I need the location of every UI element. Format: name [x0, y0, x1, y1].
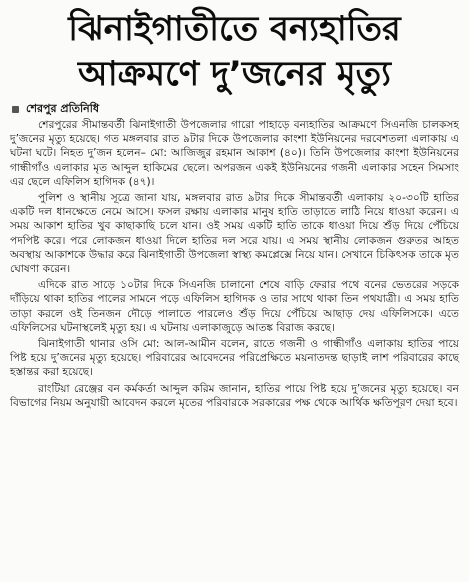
paragraph-1: শেরপুরের সীমান্তবর্তী ঝিনাইগাতী উপজেলার গারো পাহাড়ে বন্যহাতির আক্রমণে সিএনজি চালকসহ দু’জনের মৃত্যু হয়েছে। গত মঙ্গলবার রাত ৯টার দিকে উপজেলার কাংশা ইউনিয়নের দরবেশতলা এলাকায় এ ঘটনা ঘটে। নিহত দু’জন হলেন– মো: আজিজুর রহমান আকাশ (৪০)। তিনি উপজেলার কাংশা ইউনিয়নের গান্ধীগাঁও এলাকার মৃত আব্দুল হাকিমের ছেলে। অপরজন একই ইউনিয়নের গজনী এলাকার সহেন সিমসাং এর ছেলে এফিলিস হাগিদক (৪৭)।: [10, 119, 459, 188]
headline-line-1: ঝিনাইগাতীতে বন্যহাতির: [68, 9, 401, 49]
byline-text: শেরপুর প্রতিনিধি: [26, 101, 100, 115]
headline-line-2: আক্রমণে দু’জনের মৃত্যু: [78, 54, 391, 94]
article-body: [10, 118, 459, 410]
headline: [10, 6, 459, 96]
byline: [10, 102, 459, 116]
paragraph-4: ঝিনাইগাতী থানার ওসি মো: আল-আমীন বলেন, রাতে গজনী ও গান্ধীগাঁও এলাকায় হাতির পায়ে পিষ্ট হয়ে দু’জনের মৃত্যু হয়েছে। পরিবারের আবেদনের পরিপ্রেক্ষিতে ময়নাতদন্ত ছাড়াই লাশ পরিবারের কাছে হস্তান্তর করা হয়েছে।: [10, 338, 459, 379]
paragraph-3: এদিকে রাত সাড়ে ১০টার দিকে সিএনজি চালানো শেষে বাড়ি ফেরার পথে বনের ভেতরের সড়কে দাঁড়িয়ে থাকা হাতির পালের সামনে পড়ে এফিলিস হাগিদক ও তার সাথে থাকা তিন পথযাত্রী। এ সময় হাতি তাড়া করলে ওই তিনজন দৌড়ে পালাতে পারলেও শুঁড় দিয়ে পেঁচিয়ে আছাড় দেয় এফিলিসকে। এতে এফিলিসের ঘটনাস্থলেই মৃত্যু হয়। এ ঘটনায় এলাকাজুড়ে আতঙ্ক বিরাজ করছে।: [10, 279, 459, 334]
paragraph-5: রাংটিয়া রেঞ্জের বন কর্মকর্তা আব্দুল করিম জানান, হাতির পায়ে পিষ্ট হয়ে দু’জনের মৃত্যু হয়েছে। বন বিভাগের নিয়ম অনুযায়ী আবেদন করলে মৃতের পরিবারকে সরকারের পক্ষ থেকে আর্থিক ক্ষতিপূরণ দেয়া হবে।: [10, 382, 459, 409]
paragraph-2: পুলিশ ও স্থানীয় সূত্রে জানা যায়, মঙ্গলবার রাত ৯টার দিকে সীমান্তবর্তী এলাকায় ২০-৩০টি হাতির একটি দল ধানক্ষেতে নেমে আসে। ফসল রক্ষায় এলাকার মানুষ হাতি তাড়াতে লাঠি নিয়ে ধাওয়া করেন। এ সময় আকাশ হাতির খুব কাছাকাছি চলে যান। ওই সময় একটি হাতি তাকে ধাওয়া দিয়ে শুঁড় দিয়ে পেঁচিয়ে পদপিষ্ট করে। পরে লোকজন ধাওয়া দিলে হাতির দল সরে যায়। এ সময় স্থানীয় লোকজন গুরুতর আহত অবস্থায় আকাশকে উদ্ধার করে ঝিনাইগাতী উপজেলা স্বাস্থ্য কমপ্লেক্সে নিয়ে যান। সেখানে চিকিৎসক তাকে মৃত ঘোষণা করেন।: [10, 192, 459, 276]
byline-bullet-icon: [12, 106, 19, 113]
